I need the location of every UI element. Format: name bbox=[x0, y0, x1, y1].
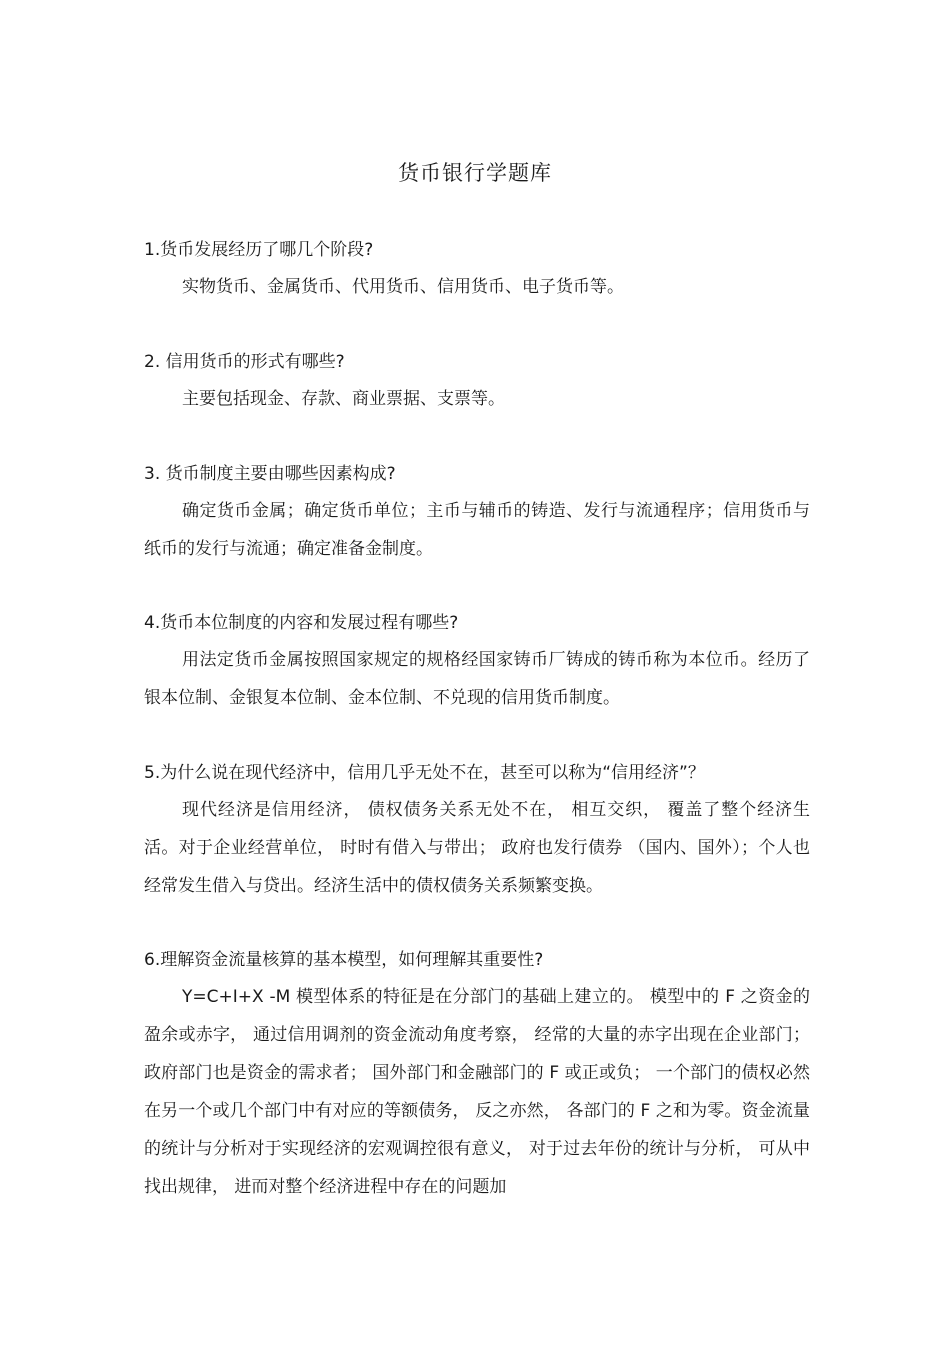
question-6: 6.理解资金流量核算的基本模型，如何理解其重要性? bbox=[144, 950, 544, 970]
answer-4: 用法定货币金属按照国家规定的规格经国家铸币厂铸成的铸币称为本位币。经历了银本位制、金银复本位制、金本位制、不兑现的信用货币制度。 bbox=[144, 650, 810, 708]
answer-6: Y=C+I+X -M 模型体系的特征是在分部门的基础上建立的。 模型中的 F 之资金的盈余或赤字， 通过信用调剂的资金流动角度考察， 经常的大量的赤字出现在企业部门； 政府部门也是资金的需求者； 国外部门和金融部门的 F 或正或负； 一个部门的债权必然在另一个或几个部门中有对应的等额债务， 反之亦然， 各部门的 F 之和为零。资金流量的统计与分析对于实现经济的宏观调控很有意义， 对于过去年份的统计与分析， 可从中找出规律， 进而对整个经济进程中存在的问题加 bbox=[144, 987, 810, 1197]
question-4: 4.货币本位制度的内容和发展过程有哪些? bbox=[144, 613, 459, 633]
question-3: 3. 货币制度主要由哪些因素构成? bbox=[144, 464, 396, 484]
answer-3: 确定货币金属；确定货币单位；主币与辅币的铸造、发行与流通程序；信用货币与纸币的发行与流通；确定准备金制度。 bbox=[144, 501, 810, 559]
question-5: 5.为什么说在现代经济中，信用几乎无处不在，甚至可以称为“信用经济”？ bbox=[144, 763, 705, 783]
document-title: 货币银行学题库 bbox=[398, 161, 552, 185]
answer-1: 实物货币、金属货币、代用货币、信用货币、电子货币等。 bbox=[182, 277, 624, 297]
answer-2: 主要包括现金、存款、商业票据、支票等。 bbox=[182, 389, 505, 409]
question-2: 2. 信用货币的形式有哪些? bbox=[144, 352, 345, 372]
answer-5: 现代经济是信用经济， 债权债务关系无处不在， 相互交织， 覆盖了整个经济生活。对于企业经营单位， 时时有借入与带出； 政府也发行债券 （国内、国外）；个人也经常发生借入与贷出。经济生活中的债权债务关系频繁变换。 bbox=[144, 800, 810, 896]
question-1: 1.货币发展经历了哪几个阶段? bbox=[144, 240, 374, 260]
